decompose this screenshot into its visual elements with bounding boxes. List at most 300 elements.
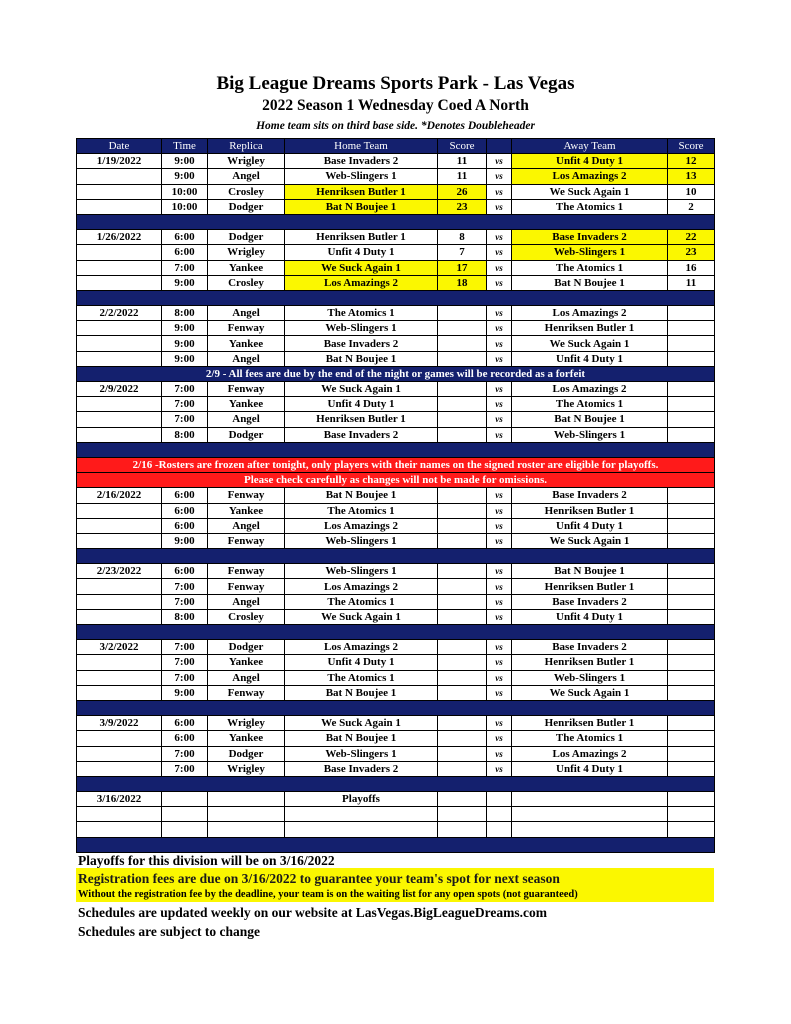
away-team-cell: Los Amazings 2: [512, 382, 668, 397]
time-cell: 7:00: [162, 594, 208, 609]
home-team-cell: Unfit 4 Duty 1: [285, 245, 438, 260]
field-cell: [208, 807, 285, 822]
time-cell: 6:00: [162, 230, 208, 245]
away-score-cell: [668, 655, 715, 670]
vs-cell: vs: [487, 199, 512, 214]
away-team-cell: Unfit 4 Duty 1: [512, 351, 668, 366]
date-cell: [77, 594, 162, 609]
date-cell: 2/2/2022: [77, 306, 162, 321]
home-score-cell: 11: [438, 154, 487, 169]
away-team-cell: [512, 822, 668, 837]
home-team-cell: Web-Slingers 1: [285, 746, 438, 761]
date-cell: 2/23/2022: [77, 564, 162, 579]
time-cell: [162, 807, 208, 822]
away-score-cell: [668, 518, 715, 533]
field-cell: Yankee: [208, 503, 285, 518]
date-cell: [77, 533, 162, 548]
home-team-cell: Henriksen Butler 1: [285, 412, 438, 427]
waiting-list-note: Without the registration fee by the deadline, your team is on the waiting list for any open spots (not guaranteed): [78, 889, 578, 900]
vs-cell: vs: [487, 761, 512, 776]
game-row: [77, 321, 715, 336]
game-row: [77, 518, 715, 533]
header-note: Home team sits on third base side. *Denotes Doubleheader: [256, 120, 535, 132]
home-team-cell: The Atomics 1: [285, 594, 438, 609]
away-team-cell: Web-Slingers 1: [512, 245, 668, 260]
date-cell: 3/16/2022: [77, 792, 162, 807]
game-row: [77, 351, 715, 366]
home-team-cell: Web-Slingers 1: [285, 169, 438, 184]
vs-cell: vs: [487, 594, 512, 609]
game-row: [77, 761, 715, 776]
game-row: [77, 731, 715, 746]
vs-cell: vs: [487, 579, 512, 594]
field-cell: [208, 792, 285, 807]
vs-cell: vs: [487, 746, 512, 761]
game-row: [77, 594, 715, 609]
away-score-cell: [668, 488, 715, 503]
date-cell: [77, 351, 162, 366]
field-cell: Dodger: [208, 746, 285, 761]
away-team-cell: [512, 807, 668, 822]
time-cell: 7:00: [162, 761, 208, 776]
field-cell: Yankee: [208, 397, 285, 412]
separator-row: [77, 290, 715, 305]
separator-cell: [77, 700, 715, 715]
game-row: [77, 792, 715, 807]
alert-text: 2/16 -Rosters are frozen after tonight, only players with their names on the signed roster are eligible for playoffs.: [77, 457, 715, 472]
away-team-cell: Henriksen Butler 1: [512, 716, 668, 731]
time-cell: 7:00: [162, 412, 208, 427]
game-row: [77, 275, 715, 290]
field-cell: Crosley: [208, 184, 285, 199]
game-row: [77, 245, 715, 260]
vs-cell: vs: [487, 397, 512, 412]
separator-cell: [77, 625, 715, 640]
game-row: [77, 154, 715, 169]
away-team-cell: Web-Slingers 1: [512, 670, 668, 685]
away-score-cell: [668, 807, 715, 822]
game-row: [77, 488, 715, 503]
home-team-cell: Unfit 4 Duty 1: [285, 655, 438, 670]
column-header: Score: [438, 139, 487, 154]
field-cell: Fenway: [208, 579, 285, 594]
alert-row: [77, 457, 715, 472]
game-row: [77, 503, 715, 518]
away-score-cell: [668, 640, 715, 655]
home-score-cell: [438, 670, 487, 685]
home-score-cell: [438, 321, 487, 336]
home-team-cell: Los Amazings 2: [285, 579, 438, 594]
date-cell: [77, 184, 162, 199]
game-row: [77, 564, 715, 579]
time-cell: 9:00: [162, 685, 208, 700]
separator-row: [77, 214, 715, 229]
field-cell: Angel: [208, 670, 285, 685]
game-row: [77, 382, 715, 397]
home-team-cell: Bat N Boujee 1: [285, 488, 438, 503]
time-cell: 9:00: [162, 321, 208, 336]
home-score-cell: [438, 397, 487, 412]
time-cell: [162, 792, 208, 807]
time-cell: 6:00: [162, 731, 208, 746]
field-cell: Dodger: [208, 230, 285, 245]
date-cell: [77, 761, 162, 776]
separator-cell: [77, 837, 715, 852]
vs-cell: vs: [487, 685, 512, 700]
column-header: Time: [162, 139, 208, 154]
home-score-cell: 26: [438, 184, 487, 199]
away-score-cell: 2: [668, 199, 715, 214]
home-team-cell: Web-Slingers 1: [285, 533, 438, 548]
away-team-cell: Base Invaders 2: [512, 594, 668, 609]
away-score-cell: [668, 761, 715, 776]
time-cell: 10:00: [162, 199, 208, 214]
away-score-cell: [668, 412, 715, 427]
date-cell: [77, 275, 162, 290]
date-cell: [77, 609, 162, 624]
date-cell: [77, 731, 162, 746]
home-score-cell: [438, 655, 487, 670]
away-score-cell: 23: [668, 245, 715, 260]
home-team-cell: Henriksen Butler 1: [285, 184, 438, 199]
field-cell: Dodger: [208, 640, 285, 655]
away-score-cell: [668, 716, 715, 731]
field-cell: Angel: [208, 594, 285, 609]
subject-to-change-note: Schedules are subject to change: [78, 924, 260, 939]
home-score-cell: 23: [438, 199, 487, 214]
game-row: [77, 579, 715, 594]
home-team-cell: Bat N Boujee 1: [285, 731, 438, 746]
separator-row: [77, 549, 715, 564]
away-score-cell: [668, 306, 715, 321]
home-score-cell: 18: [438, 275, 487, 290]
away-score-cell: [668, 731, 715, 746]
home-score-cell: [438, 336, 487, 351]
away-score-cell: [668, 822, 715, 837]
home-score-cell: [438, 533, 487, 548]
registration-note: Registration fees are due on 3/16/2022 to guarantee your team's spot for next season: [78, 871, 560, 886]
home-score-cell: [438, 518, 487, 533]
away-team-cell: Henriksen Butler 1: [512, 579, 668, 594]
field-cell: Fenway: [208, 685, 285, 700]
away-team-cell: The Atomics 1: [512, 397, 668, 412]
date-cell: [77, 321, 162, 336]
away-score-cell: [668, 382, 715, 397]
home-score-cell: [438, 609, 487, 624]
home-score-cell: [438, 731, 487, 746]
separator-cell: [77, 776, 715, 791]
home-team-cell: Henriksen Butler 1: [285, 230, 438, 245]
home-team-cell: We Suck Again 1: [285, 260, 438, 275]
separator-row: [77, 776, 715, 791]
home-score-cell: [438, 685, 487, 700]
away-team-cell: Unfit 4 Duty 1: [512, 154, 668, 169]
date-cell: [77, 427, 162, 442]
vs-cell: vs: [487, 716, 512, 731]
game-row: [77, 397, 715, 412]
column-header: Away Team: [512, 139, 668, 154]
vs-cell: vs: [487, 564, 512, 579]
date-cell: [77, 655, 162, 670]
vs-cell: vs: [487, 533, 512, 548]
away-team-cell: The Atomics 1: [512, 731, 668, 746]
field-cell: Angel: [208, 412, 285, 427]
field-cell: Dodger: [208, 199, 285, 214]
date-cell: 1/26/2022: [77, 230, 162, 245]
game-row: [77, 807, 715, 822]
game-row: [77, 655, 715, 670]
away-score-cell: [668, 533, 715, 548]
date-cell: 2/9/2022: [77, 382, 162, 397]
vs-cell: [487, 792, 512, 807]
home-score-cell: [438, 427, 487, 442]
vs-cell: vs: [487, 260, 512, 275]
away-team-cell: Bat N Boujee 1: [512, 564, 668, 579]
home-score-cell: [438, 412, 487, 427]
vs-cell: vs: [487, 731, 512, 746]
away-team-cell: Los Amazings 2: [512, 306, 668, 321]
alert-row: [77, 473, 715, 488]
website-note: Schedules are updated weekly on our website at LasVegas.BigLeagueDreams.com: [78, 905, 548, 920]
vs-cell: vs: [487, 169, 512, 184]
away-score-cell: [668, 397, 715, 412]
away-score-cell: 10: [668, 184, 715, 199]
home-team-cell: The Atomics 1: [285, 306, 438, 321]
playoffs-note: Playoffs for this division will be on 3/16/2022: [78, 853, 335, 868]
vs-cell: vs: [487, 321, 512, 336]
field-cell: Yankee: [208, 336, 285, 351]
home-team-cell: [285, 822, 438, 837]
time-cell: [162, 822, 208, 837]
home-team-cell: We Suck Again 1: [285, 382, 438, 397]
game-row: [77, 260, 715, 275]
field-cell: Crosley: [208, 609, 285, 624]
home-team-cell: Base Invaders 2: [285, 427, 438, 442]
notice-row: [77, 366, 715, 381]
field-cell: Yankee: [208, 655, 285, 670]
date-cell: [77, 746, 162, 761]
away-score-cell: [668, 336, 715, 351]
away-score-cell: [668, 792, 715, 807]
time-cell: 6:00: [162, 518, 208, 533]
time-cell: 7:00: [162, 746, 208, 761]
field-cell: Fenway: [208, 564, 285, 579]
home-score-cell: 7: [438, 245, 487, 260]
home-team-cell: Los Amazings 2: [285, 275, 438, 290]
home-score-cell: [438, 822, 487, 837]
field-cell: Wrigley: [208, 716, 285, 731]
away-team-cell: Henriksen Butler 1: [512, 655, 668, 670]
vs-cell: [487, 807, 512, 822]
date-cell: 3/9/2022: [77, 716, 162, 731]
vs-cell: vs: [487, 488, 512, 503]
home-team-cell: Unfit 4 Duty 1: [285, 397, 438, 412]
page-title: Big League Dreams Sports Park - Las Vegas: [216, 73, 575, 94]
game-row: [77, 716, 715, 731]
field-cell: Fenway: [208, 321, 285, 336]
away-team-cell: [512, 792, 668, 807]
time-cell: 9:00: [162, 154, 208, 169]
game-row: [77, 746, 715, 761]
time-cell: 8:00: [162, 609, 208, 624]
vs-cell: vs: [487, 275, 512, 290]
time-cell: 7:00: [162, 640, 208, 655]
date-cell: [77, 260, 162, 275]
home-score-cell: 11: [438, 169, 487, 184]
away-team-cell: We Suck Again 1: [512, 685, 668, 700]
time-cell: 7:00: [162, 579, 208, 594]
field-cell: Wrigley: [208, 154, 285, 169]
away-score-cell: [668, 579, 715, 594]
alert-text: Please check carefully as changes will not be made for omissions.: [77, 473, 715, 488]
away-team-cell: The Atomics 1: [512, 260, 668, 275]
time-cell: 9:00: [162, 533, 208, 548]
time-cell: 6:00: [162, 503, 208, 518]
table-header-row: [77, 139, 715, 154]
vs-cell: vs: [487, 230, 512, 245]
away-team-cell: Los Amazings 2: [512, 169, 668, 184]
away-score-cell: 22: [668, 230, 715, 245]
away-score-cell: [668, 609, 715, 624]
away-team-cell: Unfit 4 Duty 1: [512, 609, 668, 624]
vs-cell: vs: [487, 609, 512, 624]
home-team-cell: Web-Slingers 1: [285, 564, 438, 579]
game-row: [77, 336, 715, 351]
game-row: [77, 822, 715, 837]
game-row: [77, 640, 715, 655]
home-score-cell: [438, 761, 487, 776]
time-cell: 8:00: [162, 427, 208, 442]
time-cell: 7:00: [162, 260, 208, 275]
home-score-cell: [438, 488, 487, 503]
home-score-cell: [438, 564, 487, 579]
date-cell: [77, 336, 162, 351]
time-cell: 9:00: [162, 275, 208, 290]
home-score-cell: [438, 306, 487, 321]
time-cell: 7:00: [162, 670, 208, 685]
vs-cell: vs: [487, 306, 512, 321]
field-cell: Fenway: [208, 533, 285, 548]
field-cell: Crosley: [208, 275, 285, 290]
column-header: Score: [668, 139, 715, 154]
page-subtitle: 2022 Season 1 Wednesday Coed A North: [262, 97, 529, 114]
field-cell: Yankee: [208, 260, 285, 275]
vs-cell: vs: [487, 640, 512, 655]
field-cell: Fenway: [208, 488, 285, 503]
time-cell: 6:00: [162, 716, 208, 731]
game-row: [77, 685, 715, 700]
away-team-cell: Los Amazings 2: [512, 746, 668, 761]
home-team-cell: Base Invaders 2: [285, 336, 438, 351]
home-team-cell: The Atomics 1: [285, 670, 438, 685]
away-team-cell: Bat N Boujee 1: [512, 412, 668, 427]
field-cell: Angel: [208, 306, 285, 321]
away-team-cell: Henriksen Butler 1: [512, 503, 668, 518]
away-score-cell: [668, 594, 715, 609]
field-cell: Fenway: [208, 382, 285, 397]
date-cell: [77, 685, 162, 700]
notice-text: 2/9 - All fees are due by the end of the night or games will be recorded as a forfeit: [77, 366, 715, 381]
home-team-cell: Base Invaders 2: [285, 154, 438, 169]
away-score-cell: 12: [668, 154, 715, 169]
date-cell: [77, 807, 162, 822]
away-team-cell: Unfit 4 Duty 1: [512, 761, 668, 776]
game-row: [77, 169, 715, 184]
away-score-cell: [668, 427, 715, 442]
away-team-cell: Henriksen Butler 1: [512, 321, 668, 336]
away-score-cell: 16: [668, 260, 715, 275]
field-cell: Angel: [208, 169, 285, 184]
home-score-cell: 8: [438, 230, 487, 245]
vs-cell: vs: [487, 154, 512, 169]
time-cell: 7:00: [162, 655, 208, 670]
field-cell: Angel: [208, 518, 285, 533]
vs-cell: vs: [487, 427, 512, 442]
home-score-cell: [438, 503, 487, 518]
field-cell: [208, 822, 285, 837]
home-team-cell: The Atomics 1: [285, 503, 438, 518]
separator-cell: [77, 442, 715, 457]
away-score-cell: [668, 351, 715, 366]
away-team-cell: Bat N Boujee 1: [512, 275, 668, 290]
vs-cell: vs: [487, 518, 512, 533]
separator-row: [77, 837, 715, 852]
home-score-cell: [438, 594, 487, 609]
date-cell: [77, 412, 162, 427]
home-team-cell: Los Amazings 2: [285, 518, 438, 533]
home-score-cell: [438, 807, 487, 822]
field-cell: Wrigley: [208, 245, 285, 260]
home-team-cell: [285, 807, 438, 822]
column-header: Home Team: [285, 139, 438, 154]
home-team-cell: Los Amazings 2: [285, 640, 438, 655]
separator-cell: [77, 214, 715, 229]
home-team-cell: We Suck Again 1: [285, 716, 438, 731]
vs-cell: vs: [487, 245, 512, 260]
date-cell: [77, 822, 162, 837]
separator-cell: [77, 549, 715, 564]
home-team-cell: Bat N Boujee 1: [285, 351, 438, 366]
date-cell: [77, 169, 162, 184]
away-team-cell: Unfit 4 Duty 1: [512, 518, 668, 533]
time-cell: 10:00: [162, 184, 208, 199]
game-row: [77, 184, 715, 199]
away-team-cell: Base Invaders 2: [512, 488, 668, 503]
time-cell: 7:00: [162, 382, 208, 397]
time-cell: 7:00: [162, 397, 208, 412]
vs-cell: vs: [487, 670, 512, 685]
game-row: [77, 427, 715, 442]
away-team-cell: Base Invaders 2: [512, 640, 668, 655]
home-team-cell: We Suck Again 1: [285, 609, 438, 624]
separator-row: [77, 442, 715, 457]
column-header: Date: [77, 139, 162, 154]
vs-cell: vs: [487, 184, 512, 199]
time-cell: 9:00: [162, 336, 208, 351]
date-cell: [77, 518, 162, 533]
away-team-cell: We Suck Again 1: [512, 184, 668, 199]
separator-row: [77, 700, 715, 715]
time-cell: 6:00: [162, 564, 208, 579]
away-score-cell: 11: [668, 275, 715, 290]
home-score-cell: 17: [438, 260, 487, 275]
away-team-cell: We Suck Again 1: [512, 336, 668, 351]
date-cell: [77, 503, 162, 518]
away-team-cell: Web-Slingers 1: [512, 427, 668, 442]
home-team-cell: Web-Slingers 1: [285, 321, 438, 336]
date-cell: 2/16/2022: [77, 488, 162, 503]
home-score-cell: [438, 716, 487, 731]
